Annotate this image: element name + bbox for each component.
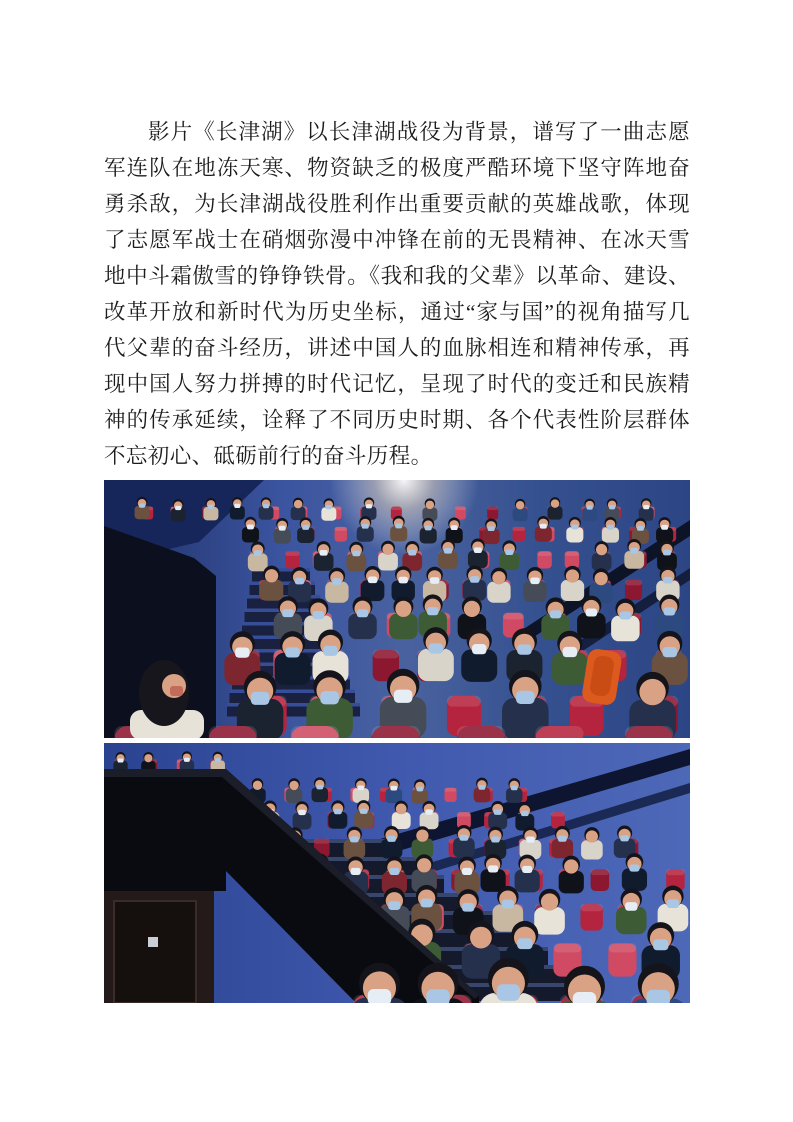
cinema-photo-2-art [104,743,690,1003]
cinema-audience-photo-2 [104,743,690,1003]
photo2-light-switch [148,937,158,947]
cinema-audience-photo-1 [104,480,690,738]
article-paragraph: 影片《长津湖》以长津湖战役为背景，谱写了一曲志愿军连队在地冻天寒、物资缺乏的极度严酷环境下坚守阵地奋勇杀敌，为长津湖战役胜利作出重要贡献的英雄战歌，体现了志愿军战士在硝烟弥漫中冲锋在前的无畏精神、在冰天雪地中斗霜傲雪的铮铮铁骨。《我和我的父辈》以革命、建设、改革开放和新时代为历史坐标，通过“家与国”的视角描写几代父辈的奋斗经历，讲述中国人的血脉相连和精神传承，再现中国人努力拼搏的时代记忆，呈现了时代的变迁和民族精神的传承延续，诠释了不同历史时期、各个代表性阶层群体不忘初心、砥砺前行的奋斗历程。 [104,120,690,468]
cinema-photo-1-art [104,480,690,738]
